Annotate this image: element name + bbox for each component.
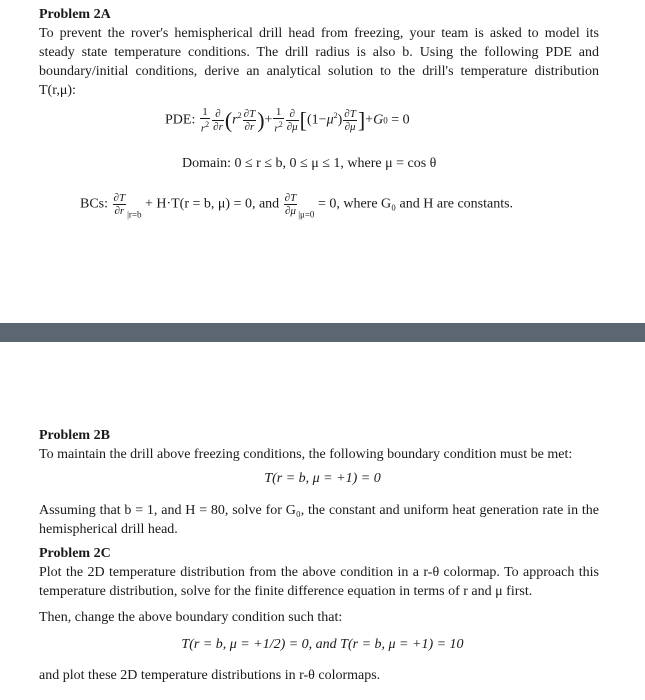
problem-2c-text-1: Plot the 2D temperature distribution from the above condition in a r-θ colormap. To approach this temperature distribution, solve for the finite difference equation in terms of r and μ first. bbox=[39, 565, 599, 599]
pde-label: PDE: bbox=[165, 112, 196, 128]
problem-2b-condition: T(r = b, μ = +1) = 0 bbox=[264, 471, 381, 486]
domain-line: Domain: 0 ≤ r ≤ b, 0 ≤ μ ≤ 1, where μ = cos θ bbox=[182, 156, 437, 171]
bc-text-2: = 0, where G₀ and H are constants. bbox=[317, 196, 514, 212]
problem-2c-text-3: and plot these 2D temperature distributions in r-θ colormaps. bbox=[39, 668, 381, 683]
problem-2a-intro: To prevent the rover's hemispherical drill head from freezing, your team is asked to model its steady state temperature conditions. The drill radius is also b. Using the following PDE and boundary/initial conditions, derive an analytical solution to the drill's temperature distribution T(r,μ): bbox=[39, 26, 599, 98]
problem-2b-assumption: Assuming that b = 1, and H = 80, solve for G₀, the constant and uniform heat generation rate in the hemispherical drill head. bbox=[39, 503, 599, 537]
problem-2c-text-2: Then, change the above boundary condition such that: bbox=[39, 610, 343, 625]
problem-2b-intro: To maintain the drill above freezing conditions, the following boundary condition must be met: bbox=[39, 447, 573, 462]
boundary-conditions: BCs: $\frac{\partial T}{\partial r}$ $_{|r=b}$ + H·T(r = b, μ) = 0, and $\frac{\partial T}{\partial\mu}$ $_{|\mu=0}$ = 0, where G₀ and H are constants. bbox=[80, 192, 514, 220]
problem-2a-title: Problem 2A bbox=[39, 7, 111, 22]
problem-2b-title: Problem 2B bbox=[39, 428, 110, 443]
pde-equation: PDE: $\frac{1}{r^2}$ $\frac{\partial}{\partial r}$ ($r^2$ $\frac{\partial T}{\partial r}$ )+ $\frac{1}{r^2}$ $\frac{\partial}{\partial\mu}$ [$(1-\mu^2)$ $\frac{\partial T}{\partial\mu}$ ]+G0 = 0 bbox=[165, 106, 410, 135]
section-divider bbox=[0, 323, 645, 342]
problem-2c-title: Problem 2C bbox=[39, 546, 111, 561]
bc-text-1: + H·T(r = b, μ) = 0, and bbox=[144, 196, 280, 212]
problem-2c-condition: T(r = b, μ = +1/2) = 0, and T(r = b, μ = +1) = 10 bbox=[181, 637, 464, 652]
bcs-label: BCs: bbox=[80, 196, 109, 212]
